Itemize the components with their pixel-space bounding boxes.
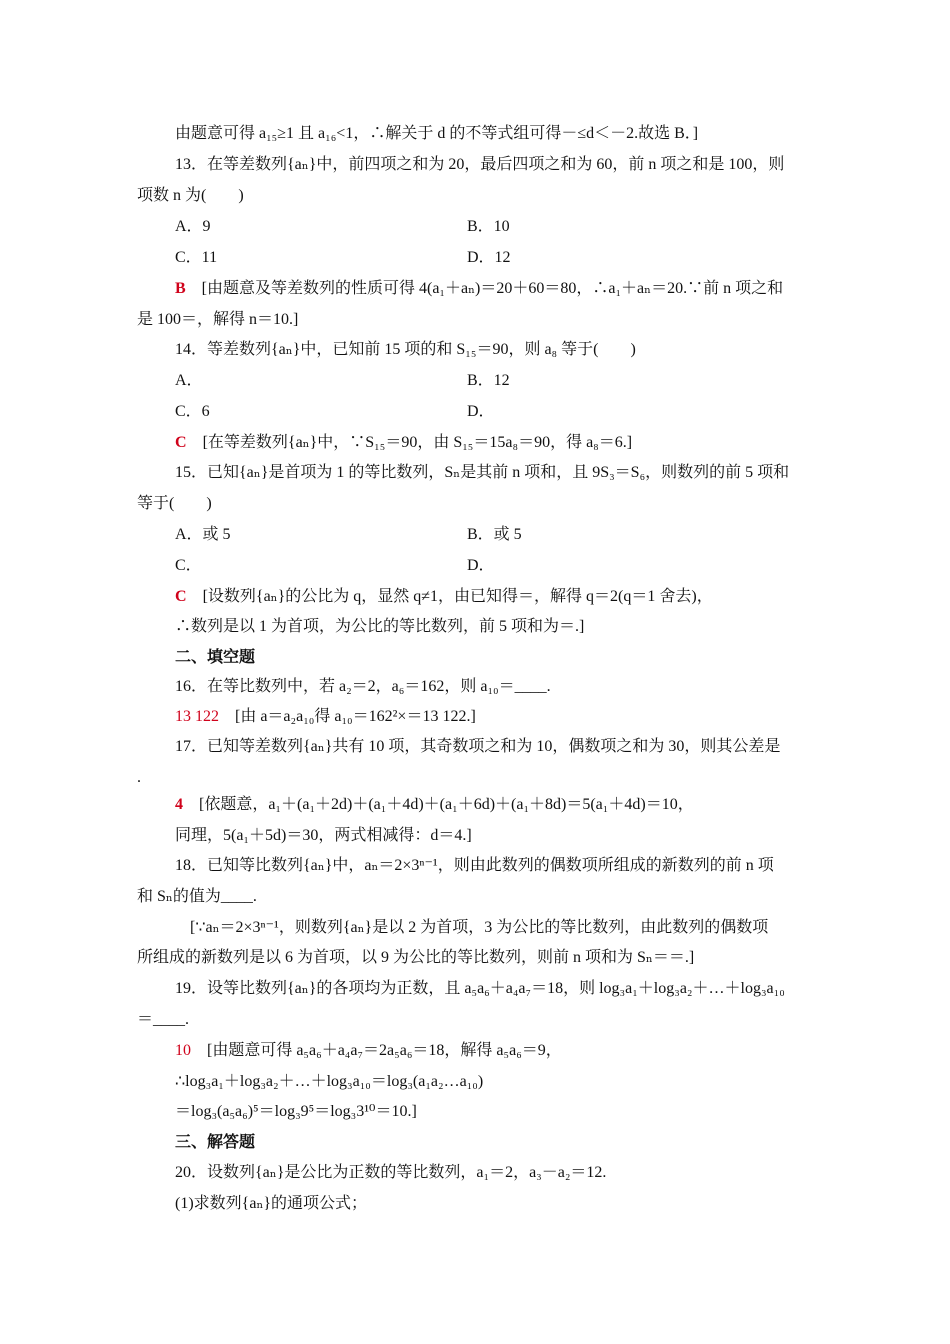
answer-explanation: [依题意，a₁＋(a₁＋2d)＋(a₁＋4d)＋(a₁＋6d)＋(a₁＋8d)＝5(a₁＋4d)＝10，	[183, 796, 694, 813]
section-heading: 三、解答题	[175, 1134, 256, 1151]
option-item: C．	[175, 557, 202, 574]
text-line: ∴log₃a₁＋log₃a₂＋…＋log₃a₁₀＝log₃(a₁a₂…a₁₀)	[175, 1073, 484, 1090]
text-line: 所组成的新数列是以 6 为首项，以 9 为公比的等比数列，则前 n 项和为 Sₙ＝＝.]	[137, 949, 695, 966]
option-item: B．或 5	[467, 526, 522, 543]
text-line: 19．设等比数列{aₙ}的各项均为正数，且 a₅a₆＋a₄a₇＝18，则 log₃a₁＋log₃a₂＋…＋log₃a₁₀	[175, 980, 785, 997]
text-line: 项数 n 为( )	[137, 187, 244, 204]
option-item: B．12	[467, 372, 510, 389]
answer-explanation: [由题意及等差数列的性质可得 4(a₁＋aₙ)＝20＋60＝80，∴a₁＋aₙ＝20.∵前 n 项之和	[185, 280, 784, 297]
option-item: C．6	[175, 403, 210, 420]
text-line: .	[137, 769, 141, 786]
text-line: ＝log₃(a₅a₆)⁵＝log₃9⁵＝log₃3¹⁰＝10.]	[175, 1103, 417, 1120]
answer-line	[175, 433, 632, 453]
answer-line	[175, 1041, 562, 1061]
option-item: A．或 5	[175, 526, 231, 543]
text-line: 和 Sₙ的值为____.	[137, 888, 257, 905]
answer-line	[175, 707, 476, 727]
text-line: 13．在等差数列{aₙ}中，前四项之和为 20，最后四项之和为 60，前 n 项之和是 100，则	[175, 156, 785, 173]
answer-key: B	[175, 280, 186, 297]
text-line: 14．等差数列{aₙ}中，已知前 15 项的和 S₁₅＝90，则 a₈ 等于( )	[175, 341, 636, 358]
answer-line	[175, 587, 713, 607]
option-item: A．9	[175, 218, 211, 235]
option-item: B．10	[467, 218, 510, 235]
text-line: 15．已知{aₙ}是首项为 1 的等比数列，Sₙ是其前 n 项和，且 9S₃＝S₆，则数列的前 5 项和	[175, 464, 790, 481]
text-line: 同理，5(a₁＋5d)＝30，两式相减得：d＝4.]	[175, 827, 472, 844]
text-line: 等于( )	[137, 495, 212, 512]
text-line: [∵aₙ＝2×3ⁿ⁻¹，则数列{aₙ}是以 2 为首项，3 为公比的等比数列，由此数列的偶数项	[190, 919, 769, 936]
option-item: A．	[175, 372, 203, 389]
section-heading: 二、填空题	[175, 649, 256, 666]
option-item: D．	[467, 403, 495, 420]
answer-key: C	[175, 588, 187, 605]
answer-line	[175, 795, 694, 815]
text-line: ∴数列是以 1 为首项，为公比的等比数列，前 5 项和为＝.]	[175, 618, 585, 635]
answer-line	[175, 279, 783, 299]
text-line: 20．设数列{aₙ}是公比为正数的等比数列，a₁＝2，a₃－a₂＝12.	[175, 1164, 607, 1181]
answer-explanation: [设数列{aₙ}的公比为 q，显然 q≠1，由已知得＝，解得 q＝2(q＝1 舍去)，	[186, 588, 713, 605]
answer-key: 10	[175, 1042, 191, 1059]
answer-key: 13 122	[175, 708, 219, 725]
option-item: C．11	[175, 249, 218, 266]
text-line: 16．在等比数列中，若 a₂＝2，a₆＝162，则 a₁₀＝____.	[175, 678, 551, 695]
option-item: D．12	[467, 249, 511, 266]
option-item: D．	[467, 557, 495, 574]
text-line: ＝____.	[137, 1011, 190, 1028]
text-line: 是 100＝，解得 n＝10.]	[137, 311, 299, 328]
text-line: 17．已知等差数列{aₙ}共有 10 项，其奇数项之和为 10，偶数项之和为 30，则其公差是	[175, 738, 781, 755]
answer-explanation: [在等差数列{aₙ}中，∵S₁₅＝90，由 S₁₅＝15a₈＝90，得 a₈＝6.]	[186, 434, 633, 451]
answer-key: 4	[175, 796, 183, 813]
text-line: (1)求数列{aₙ}的通项公式；	[175, 1195, 368, 1212]
text-line: 由题意可得 a₁₅≥1 且 a₁₆<1，∴解关于 d 的不等式组可得－≤d＜－2.故选 B．]	[175, 125, 699, 142]
answer-explanation: [由 a＝a₂a₁₀得 a₁₀＝162²×＝13 122.]	[219, 708, 476, 725]
answer-key: C	[175, 434, 187, 451]
text-line: 18．已知等比数列{aₙ}中，aₙ＝2×3ⁿ⁻¹，则由此数列的偶数项所组成的新数列的前 n 项	[175, 857, 774, 874]
answer-explanation: [由题意可得 a₅a₆＋a₄a₇＝2a₅a₆＝18，解得 a₅a₆＝9，	[191, 1042, 562, 1059]
